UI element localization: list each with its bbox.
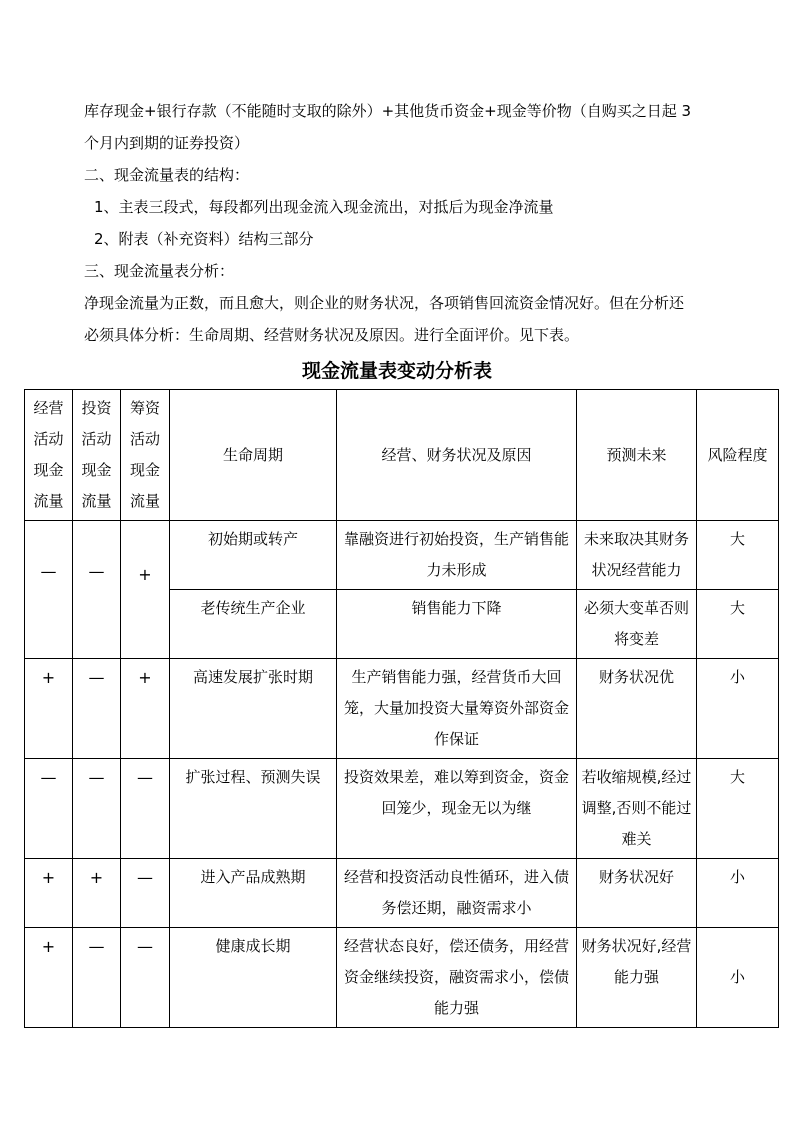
cell-risk: 大 — [697, 521, 779, 590]
cell-inv: + — [73, 859, 121, 928]
cell-life: 老传统生产企业 — [170, 590, 337, 659]
intro-line-1: 库存现金+银行存款（不能随时支取的除外）+其他货币资金+现金等价物（自购买之日起 3 — [84, 102, 692, 120]
table-header-row — [25, 390, 779, 521]
cell-op: — — [25, 759, 73, 859]
structure-item-1: 1、主表三段式，每段都列出现金流入现金流出，对抵后为现金净流量 — [94, 198, 554, 216]
cell-risk: 小 — [697, 859, 779, 928]
intro-line-2: 个月内到期的证券投资） — [84, 134, 250, 152]
cell-op: + — [25, 659, 73, 759]
cell-inv: — — [73, 759, 121, 859]
cell-forecast: 若收缩规模,经过调整,否则不能过难关 — [577, 759, 697, 859]
header-forecast: 预测未来 — [577, 390, 697, 521]
table-row — [25, 521, 779, 590]
header-fin-cash-flow: 筹资活动现金流量 — [121, 390, 170, 521]
cell-forecast: 未来取决其财务状况经营能力 — [577, 521, 697, 590]
cell-inv: — — [73, 659, 121, 759]
table-row — [25, 859, 779, 928]
cell-risk: 大 — [697, 759, 779, 859]
cell-status: 经营和投资活动良性循环，进入债务偿还期，融资需求小 — [337, 859, 577, 928]
cell-status: 经营状态良好，偿还债务，用经营资金继续投资，融资需求小，偿债能力强 — [337, 928, 577, 1028]
cell-risk: 小 — [697, 928, 779, 1028]
cell-life: 健康成长期 — [170, 928, 337, 1028]
header-inv-cash-flow: 投资活动现金流量 — [73, 390, 121, 521]
cell-inv: — — [73, 521, 121, 659]
cell-forecast: 必须大变革否则将变差 — [577, 590, 697, 659]
table-row — [25, 928, 779, 1028]
cell-forecast: 财务状况好 — [577, 859, 697, 928]
cell-fin: — — [121, 928, 170, 1028]
header-status: 经营、财务状况及原因 — [337, 390, 577, 521]
table-title: 现金流量表变动分析表 — [301, 360, 492, 382]
cell-life: 进入产品成熟期 — [170, 859, 337, 928]
header-life-cycle: 生命周期 — [170, 390, 337, 521]
table-row — [25, 759, 779, 859]
cell-op: + — [25, 859, 73, 928]
analysis-line-1: 净现金流量为正数，而且愈大，则企业的财务状况，各项销售回流资金情况好。但在分析还 — [84, 294, 685, 312]
cell-op: — — [25, 521, 73, 659]
cash-flow-analysis-table — [24, 389, 779, 1028]
header-op-cash-flow: 经营活动现金流量 — [25, 390, 73, 521]
cell-op: + — [25, 928, 73, 1028]
cell-fin: — — [121, 759, 170, 859]
cell-status: 投资效果差，难以筹到资金，资金回笼少，现金无以为继 — [337, 759, 577, 859]
cell-forecast: 财务状况好,经营能力强 — [577, 928, 697, 1028]
cell-life: 初始期或转产 — [170, 521, 337, 590]
table-row — [25, 659, 779, 759]
cell-life: 扩张过程、预测失误 — [170, 759, 337, 859]
cell-fin: + — [121, 659, 170, 759]
cell-status: 靠融资进行初始投资，生产销售能力未形成 — [337, 521, 577, 590]
cell-forecast: 财务状况优 — [577, 659, 697, 759]
structure-item-2: 2、附表（补充资料）结构三部分 — [94, 230, 314, 248]
cell-risk: 小 — [697, 659, 779, 759]
analysis-line-2: 必须具体分析：生命周期、经营财务状况及原因。进行全面评价。见下表。 — [84, 326, 580, 344]
header-risk: 风险程度 — [697, 390, 779, 521]
cell-status: 销售能力下降 — [337, 590, 577, 659]
cell-fin: + — [121, 521, 170, 659]
cell-risk: 大 — [697, 590, 779, 659]
cell-inv: — — [73, 928, 121, 1028]
cell-status: 生产销售能力强，经营货币大回笼，大量加投资大量筹资外部资金作保证 — [337, 659, 577, 759]
cell-fin: — — [121, 859, 170, 928]
section-heading-structure: 二、现金流量表的结构： — [84, 166, 250, 184]
section-heading-analysis: 三、现金流量表分析： — [84, 262, 235, 280]
cell-life: 高速发展扩张时期 — [170, 659, 337, 759]
